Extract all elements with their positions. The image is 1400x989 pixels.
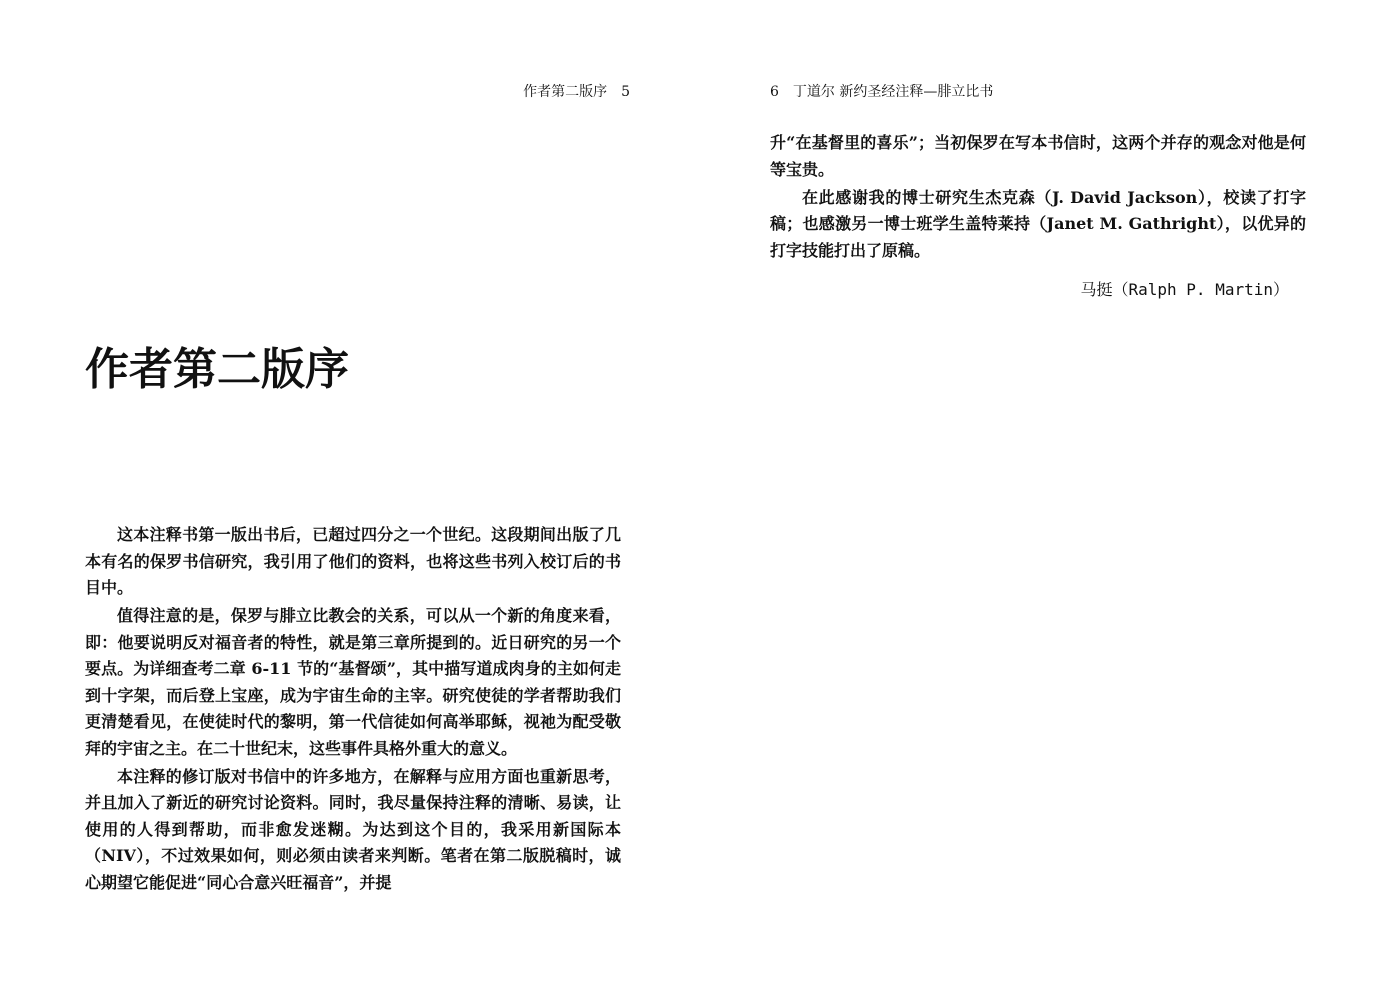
running-head-title: 作者第二版序 [523, 84, 608, 100]
paragraph: 升“在基督里的喜乐”；当初保罗在写本书信时，这两个并存的观念对他是何等宝贵。 [770, 133, 1306, 179]
running-head-right [770, 82, 993, 102]
author-signature: 马挺（Ralph P. Martin） [1080, 280, 1289, 299]
running-head-left [523, 82, 630, 102]
chapter-title: 作者第二版序 [85, 344, 349, 395]
body-text-left [85, 522, 621, 898]
page-number: 5 [621, 84, 630, 100]
paragraph: 本注释的修订版对书信中的许多地方，在解释与应用方面也重新思考，并且加入了新近的研究讨论资料。同时，我尽量保持注释的清晰、易读，让使用的人得到帮助，而非愈发迷糊。为达到这个目的，我采用新国际本（NIV），不过效果如何，则必须由读者来判断。笔者在第二版脱稿时，诚心期望它能促进“同心合意兴旺福音”，并提 [85, 766, 621, 892]
page-number: 6 [770, 84, 779, 100]
paragraph: 在此感谢我的博士研究生杰克森（J. David Jackson），校读了打字稿；也感激另一博士班学生盖特莱持（Janet M. Gathright），以优异的打字技能打出了原稿。 [770, 187, 1306, 260]
body-text-right [770, 130, 1306, 266]
paragraph: 这本注释书第一版出书后，已超过四分之一个世纪。这段期间出版了几本有名的保罗书信研究，我引用了他们的资料，也将这些书列入校订后的书目中。 [85, 525, 621, 597]
running-head-title: 丁道尔 新约圣经注释—腓立比书 [792, 84, 994, 100]
right-page [700, 0, 1400, 989]
paragraph: 值得注意的是，保罗与腓立比教会的关系，可以从一个新的角度来看，即：他要说明反对福音者的特性，就是第三章所提到的。近日研究的另一个要点。为详细查考二章 6-11 节的“基督颂”，其中描写道成肉身的主如何走到十字架，而后登上宝座，成为宇宙生命的主宰。研究使徒的学者帮助我们更清楚看见，在使徒时代的黎明，第一代信徒如何高举耶稣，视祂为配受敬拜的宇宙之主。在二十世纪末，这些事件具格外重大的意义。 [85, 606, 621, 758]
